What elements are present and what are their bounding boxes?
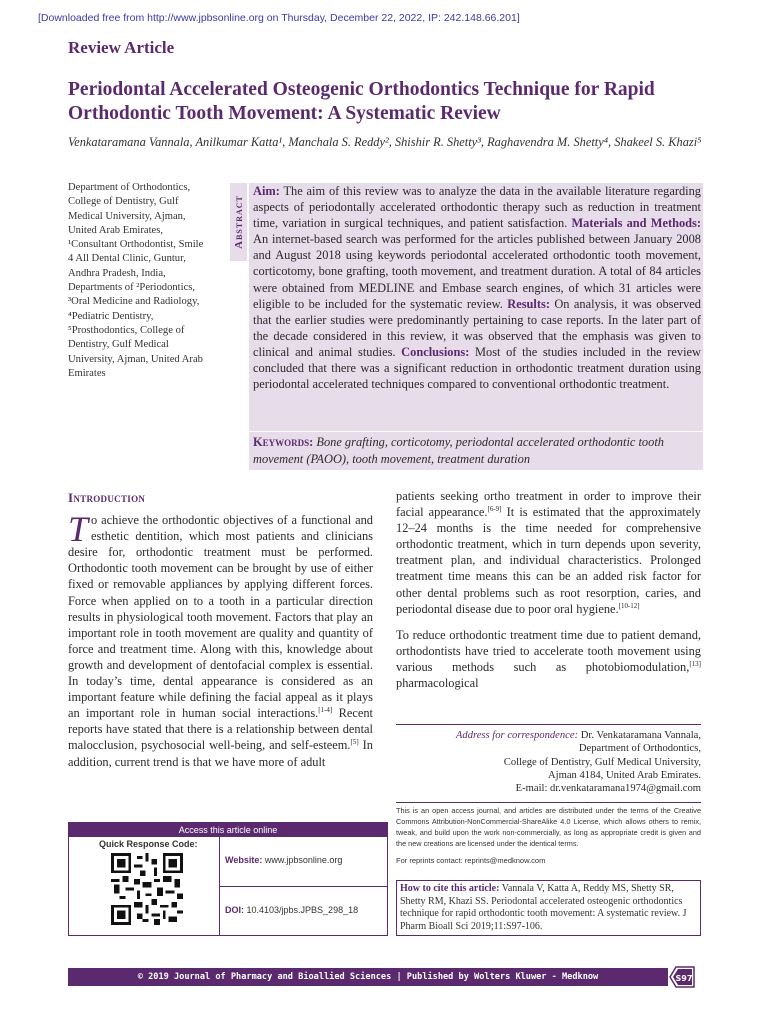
intro-text-6: To reduce orthodontic treatment time due to patient demand, orthodontists have tried to accelerate tooth movement using various methods such as photobiomodulation, bbox=[396, 627, 701, 674]
abstract-tab bbox=[230, 183, 247, 261]
qr-code-icon[interactable] bbox=[111, 853, 183, 925]
results-text: On analysis, it was observed that the earlier studies were predominantly pertaining to case reports. In the later part of the decade considered in this review, it was observed that the emphasis was given to clinical and animal studies. bbox=[253, 296, 701, 359]
page-number: S97 bbox=[675, 974, 693, 983]
website-link[interactable]: www.jpbsonline.org bbox=[262, 855, 343, 865]
download-notice: [Downloaded free from http://www.jpbsonline.org on Thursday, December 22, 2022, IP: 242.148.66.201] bbox=[38, 12, 520, 24]
doi-field bbox=[225, 905, 358, 915]
website-field bbox=[225, 855, 342, 865]
correspondence-name: Dr. Venkataramana Vannala, bbox=[578, 730, 701, 741]
license-notice: This is an open access journal, and articles are distributed under the terms of the Creative Commons Attribution-NonCommercial-ShareAlike 4.0 License, which allows others to remix, tweak, and build upon the work non-commercially, as long as appropriate credit is given and the new creations are licensed under the identical terms. bbox=[396, 802, 701, 849]
intro-text-7: pharmacological bbox=[396, 676, 479, 691]
reprints-contact[interactable]: For reprints contact: reprints@medknow.com bbox=[396, 856, 546, 865]
intro-text-4: patients seeking ortho treatment in order to improve their facial appearance. bbox=[396, 489, 701, 520]
cite-text: Vannala V, Katta A, Reddy MS, Shetty SR, Shetty RM, Khazi SS. Periodontal accelerated osteogenic orthodontics technique for rapid orthodontic tooth movement: A systematic review. J Pharm Bioall Sci 2019;11:S97-106. bbox=[400, 883, 687, 932]
intro-text-5: It is estimated that the approximately 12–24 months is the time needed for comprehensive orthodontic treatment, which in turn depends upon severity, treatment plan, and individual characteristics. Prolonged treatment time means this can be an added risk factor for other dental problems such as root resorption, caries, and periodontal disease due to poor oral hygiene. bbox=[396, 505, 702, 616]
keywords-box bbox=[249, 432, 703, 470]
abstract-tab-label: Abstract bbox=[232, 195, 245, 249]
doi-label: DOI: bbox=[225, 905, 244, 915]
citation-ref[interactable]: [6-9] bbox=[487, 504, 502, 513]
drop-cap: T bbox=[68, 509, 89, 550]
doi-link[interactable]: 10.4103/jpbs.JPBS_298_18 bbox=[244, 905, 359, 915]
citation-ref[interactable]: [13] bbox=[689, 659, 701, 668]
correspondence-line: College of Dentistry, Gulf Medical University, bbox=[503, 756, 701, 768]
correspondence-line: Ajman 4184, United Arab Emirates. bbox=[548, 769, 701, 781]
keywords-label: Keywords: bbox=[253, 435, 314, 449]
journal-footer: © 2019 Journal of Pharmacy and Bioallied Sciences | Published by Wolters Kluwer - Medknow bbox=[68, 968, 668, 986]
author-list: Venkataramana Vannala, Anilkumar Katta¹, Manchala S. Reddy², Shishir R. Shetty³, Raghavendra M. Shetty⁴, Shakeel S. Khazi⁵ bbox=[68, 135, 702, 149]
citation-ref[interactable]: [1-4] bbox=[318, 706, 333, 715]
methods-text: An internet-based search was performed for the articles published between January 2008 and August 2018 using keywords periodontal accelerated orthodontic tooth movement, corticotomy, bone grafting, tooth movement, and treatment duration. A total of 84 articles were obtained from MEDLINE and Embase search engines, of which 31 articles were eligible to be included for the systematic review. bbox=[253, 232, 701, 311]
introduction-right-column bbox=[396, 488, 701, 701]
correspondence-line: Department of Orthodontics, bbox=[578, 743, 701, 755]
introduction-heading: Introduction bbox=[68, 490, 146, 505]
citation-ref[interactable]: [10-12] bbox=[618, 601, 640, 610]
keywords-text: Bone grafting, corticotomy, periodontal accelerated orthodontic tooth movement (PAOO), tooth movement, treatment duration bbox=[253, 435, 664, 466]
methods-label: Materials and Methods: bbox=[571, 216, 701, 231]
intro-text-2: Recent reports have stated that there is a relationship between dental malocclusion, psychosocial well-being, and self-esteem. bbox=[68, 706, 373, 753]
aim-text: The aim of this review was to analyze the data in the available literature regarding aspects of periodontally accelerated orthodontic therapy such as reduction in treatment time, variation in surgical techniques, and patient satisfaction. bbox=[253, 184, 701, 231]
qr-label: Quick Response Code: bbox=[99, 839, 198, 849]
intro-paragraph bbox=[396, 627, 701, 691]
correspondence-label: Address for correspondence: bbox=[455, 730, 579, 741]
access-online-box bbox=[68, 822, 388, 936]
citation-box bbox=[396, 880, 701, 936]
paper-title: Periodontal Accelerated Osteogenic Orthodontics Technique for Rapid Orthodontic Tooth Movement: A Systematic Review bbox=[68, 79, 655, 124]
correspondence-email[interactable]: E-mail: dr.venkataramana1974@gmail.com bbox=[515, 783, 701, 795]
cite-label: How to cite this article: bbox=[400, 883, 500, 894]
article-type-label: Review Article bbox=[68, 38, 175, 57]
conclusions-text: Most of the studies included in the review concluded that there was a significant reduction in orthodontic treatment duration using periodontal accelerated techniques compared to conventional orthodontic treatment. bbox=[253, 344, 701, 392]
access-header: Access this article online bbox=[69, 823, 387, 837]
page-number-badge bbox=[666, 966, 696, 988]
abstract-box bbox=[249, 183, 703, 431]
aim-label: Aim: bbox=[253, 184, 280, 198]
correspondence-block bbox=[396, 724, 701, 795]
intro-text-1: o achieve the orthodontic objectives of a functional and esthetic dentition, which most patients and clinicians desire for, orthodontic treatment must be performed. Orthodontic tooth movement can be brought by use of either fixed or removable appliances by applying different forces. Force when applied on to a tooth in a particular direction results in physiological tooth movement. Factors that play an important role in tooth movement are quality and quantity of force and treatment time. Along with this, knowledge about growth and development of dentofacial complex is essential. In today’s time, dental appearance is considered as an important feature while defining the facial appeal as it plays an important role in human social interactions. bbox=[68, 513, 373, 721]
introduction-left-column bbox=[68, 490, 373, 770]
results-label: Results: bbox=[507, 296, 550, 311]
affiliations: Department of Orthodontics, College of Dentistry, Gulf Medical University, Ajman, United Arab Emirates, ¹Consultant Orthodontist, Smile 4 All Dental Clinic, Guntur, Andhra Pradesh, India, Departments of ²Periodontics, ³Oral Medicine and Radiology, ⁴Pediatric Dentistry, ⁵Prosthodontics, College of Dentistry, Gulf Medical University, Ajman, United Arab Emirates bbox=[68, 182, 204, 379]
divider bbox=[219, 886, 387, 887]
intro-text-3: In addition, current trend is that we have more of adult bbox=[68, 738, 373, 769]
citation-ref[interactable]: [5] bbox=[350, 738, 359, 747]
conclusions-label: Conclusions: bbox=[401, 344, 470, 359]
website-label: Website: bbox=[225, 855, 263, 865]
intro-paragraph bbox=[396, 488, 701, 617]
